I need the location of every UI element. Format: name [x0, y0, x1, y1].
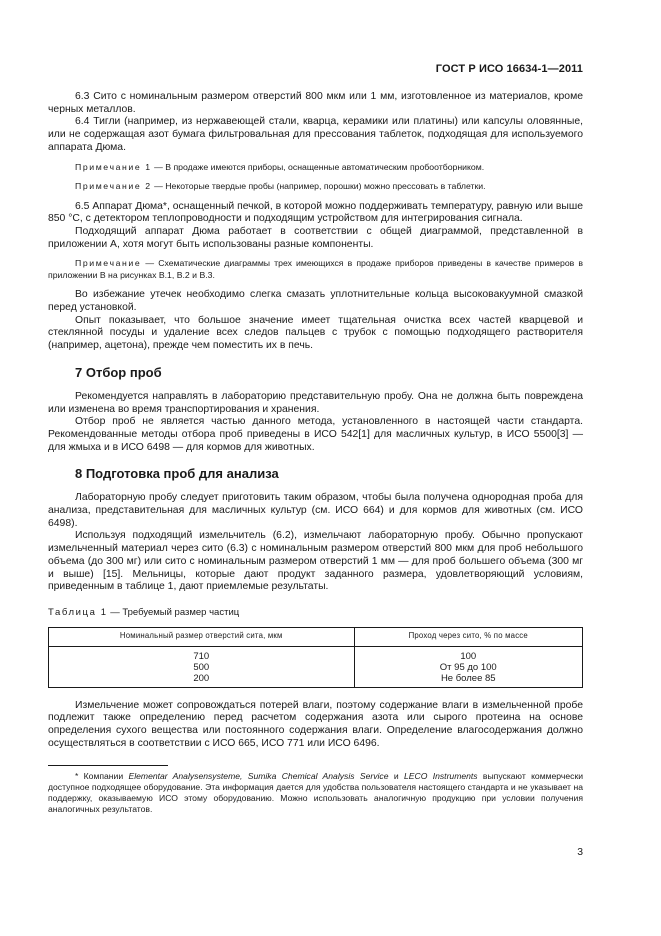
table-cell: 100 — [354, 646, 582, 662]
note-text: — Схематические диаграммы трех имеющихся в продаже приборов приведены в качестве примеров в приложении В на рисунках В.1, В.2 и В.3. — [48, 258, 583, 280]
table-cell: 710 — [49, 646, 355, 662]
footnote — [48, 771, 583, 816]
document-body — [48, 91, 583, 816]
table-header-pass: Проход через сито, % по массе — [354, 627, 582, 646]
table-header-row — [49, 627, 583, 646]
table-row — [49, 646, 583, 662]
section-8-paragraph-1: Лабораторную пробу следует приготовить таким образом, чтобы была получена однородная проба для анализа, представительная для масличных культур (см. ИСО 664) и для кормов для животных (см. ИСО 6498). — [48, 492, 583, 529]
table-row — [49, 662, 583, 673]
paragraph-6-4: 6.4 Тигли (например, из нержавеющей стали, кварца, керамики или платины) или капсулы оловянные, или не содержащая азот бумага фильтровальная для прессования таблеток, подходящая для используемого аппарата Дюма. — [48, 116, 583, 153]
section-8-paragraph-2: Используя подходящий измельчитель (6.2), измельчают лабораторную пробу. Обычно пропускают измельченный материал через сито (6.3) с номинальным размером отверстий 800 мкм для проб небольшого объема (до 300 мг) или сито с номинальным размером отверстий 1 мм — для проб большего объема (300 мг и выше) [15]. Мельницы, которые дают продукт заданного размера, удовлетворяющий условиям, приведенным в таблице 1, дают приемлемые результаты. — [48, 530, 583, 593]
section-7-paragraph-1: Рекомендуется направлять в лабораторию представительную пробу. Она не должна быть повреждена или изменена во время транспортирования и хранения. — [48, 390, 583, 415]
footnote-text: выпускают коммерчески доступное подходящее оборудование. Эта информация дается для удобства пользователя настоящего стандарта и не указывает на поддержку, оказываемую ИСО этому оборудованию. Можно использовать аналогичную продукцию при условии получения аналогичных результатов. — [48, 770, 584, 815]
table-caption-label: Таблица 1 — [48, 606, 108, 618]
footnote-and: и — [388, 770, 404, 781]
section-8-paragraph-3: Измельчение может сопровождаться потерей влаги, поэтому содержание влаги в измельченной пробе подлежит также определению перед расчетом содержания азота или сырого протеина на основе определения сухого вещества или постоянного содержания влаги. Определение влагосодержания должно осуществляться в соответствии с ИСО 665, ИСО 771 или ИСО 6496. — [48, 699, 583, 749]
table-cell: От 95 до 100 — [354, 662, 582, 673]
note-label: Примечание 2 — [75, 181, 152, 192]
note-label: Примечание 1 — [75, 161, 152, 172]
footnote-company: LECO Instruments — [403, 770, 478, 781]
table-header-sieve: Номинальный размер отверстий сита, мкм — [49, 627, 355, 646]
paragraph-cleaning: Опыт показывает, что большое значение имеет тщательная очистка всех частей кварцевой и стеклянной посуды и удаление всех следов пальцев с трубок с помощью подходящего растворителя (например, ацетона), прежде чем поместить их в печь. — [48, 314, 583, 352]
footnote-marker: * Компании — [75, 770, 129, 781]
footnote-companies: Elementar Analysensysteme, Sumika Chemical Analysis Service — [128, 770, 389, 781]
note-3 — [48, 258, 583, 281]
paragraph-6-5-diagram: Подходящий аппарат Дюма работает в соответствии с общей диаграммой, представленной в приложении А, хотя могут быть использованы разные компоненты. — [48, 225, 583, 250]
table-row — [49, 673, 583, 688]
section-7-title: 7 Отбор проб — [75, 364, 162, 380]
paragraph-6-5: 6.5 Аппарат Дюма*, оснащенный печкой, в которой можно поддерживать температуру, равную или выше 850 °С, с детектором теплопроводности и подходящим устройством для интегрирования сигнала. — [48, 200, 583, 225]
page-number: 3 — [577, 847, 583, 858]
paragraph-leak: Во избежание утечек необходимо слегка смазать уплотнительные кольца высоковакуумной смазкой перед установкой. — [48, 289, 583, 314]
document-id-header: ГОСТ Р ИСО 16634-1—2011 — [435, 63, 583, 75]
section-7-paragraph-2: Отбор проб не является частью данного метода, установленного в настоящей части стандарта. Рекомендованные методы отбора проб приведены в ИСО 542[1] для масличных культур, в ИСО 5500[3] — для жмыха и в ИСО 6498 — для кормов для животных. — [48, 416, 583, 453]
table-1-caption — [48, 607, 583, 620]
table-cell: 200 — [49, 673, 355, 688]
table-caption-text: — Требуемый размер частиц — [107, 606, 240, 618]
footnote-divider — [48, 765, 168, 766]
note-label: Примечание — [75, 258, 142, 269]
section-8-title: 8 Подготовка проб для анализа — [75, 466, 279, 482]
table-cell: Не более 85 — [354, 673, 582, 688]
note-text: — В продаже имеются приборы, оснащенные автоматическим пробоотборником. — [151, 161, 485, 172]
paragraph-6-3: 6.3 Сито с номинальным размером отверстий 800 мкм или 1 мм, изготовленное из материалов, кроме черных металлов. — [48, 91, 583, 115]
note-1 — [48, 162, 583, 174]
table-cell: 500 — [49, 662, 355, 673]
note-text: — Некоторые твердые пробы (например, порошки) можно прессовать в таблетки. — [151, 181, 486, 192]
note-2 — [48, 181, 583, 193]
particle-size-table — [48, 627, 583, 688]
